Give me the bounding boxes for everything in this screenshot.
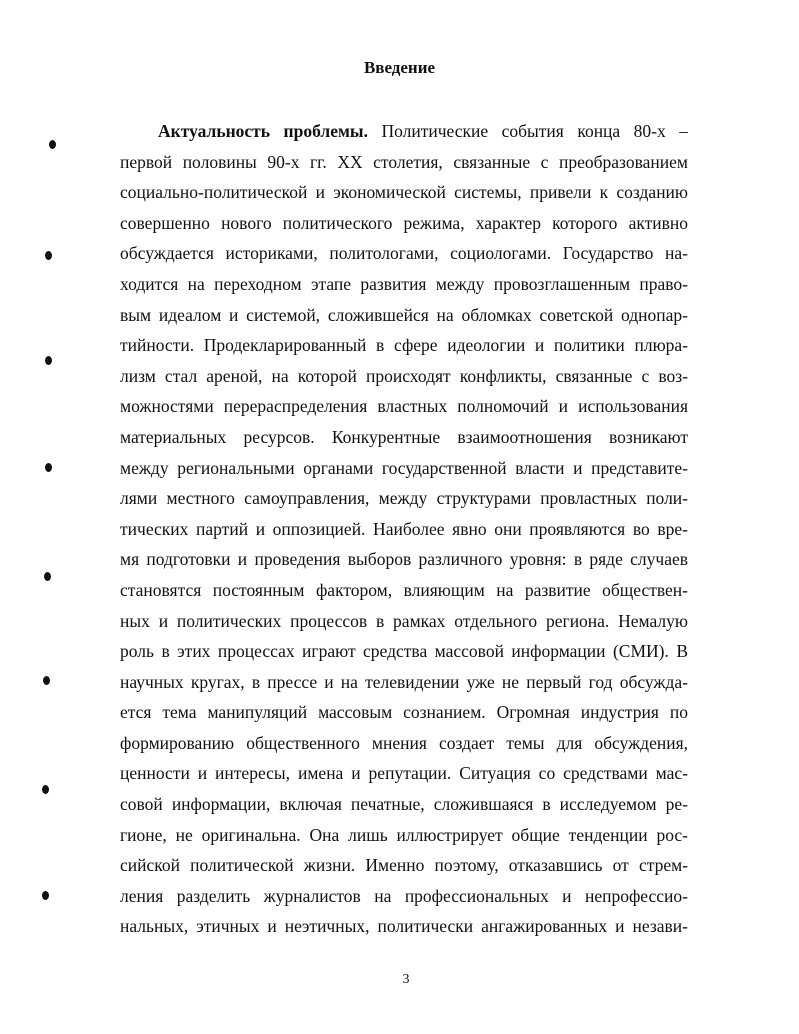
text-line: сийской политической жизни. Именно поэтому, отказавшись от стрем- (120, 855, 688, 876)
binding-hole-mark (42, 785, 49, 794)
text-line: мя подготовки и проведения выборов различного уровня: в ряде случаев (120, 549, 688, 570)
binding-hole-mark (45, 463, 52, 472)
binding-hole-mark (42, 891, 49, 900)
text-line: научных кругах, в прессе и на телевидении уже не первый год обсужда- (120, 671, 688, 692)
text-line: тических партий и оппозицией. Наиболее явно они проявляются во вре- (120, 518, 688, 539)
text-line: нальных, этичных и неэтичных, политически ангажированных и незави- (120, 916, 688, 937)
text-line: первой половины 90-х гг. XX столетия, связанные с преобразованием (120, 151, 688, 172)
text-line: вым идеалом и системой, сложившейся на обломках советской однопар- (120, 304, 688, 325)
text-line: ления разделить журналистов на профессиональных и непрофессио- (120, 885, 688, 906)
text-line: лизм стал ареной, на которой происходят конфликты, связанные с воз- (120, 365, 688, 386)
binding-hole-mark (49, 140, 56, 149)
text-line: гионе, не оригинальна. Она лишь иллюстрирует общие тенденции рос- (120, 824, 688, 845)
paragraph-lead: Актуальность проблемы. (158, 121, 368, 141)
binding-hole-mark (45, 356, 52, 365)
text-line: обсуждается историками, политологами, социологами. Государство на- (120, 243, 688, 264)
text-line: лями местного самоуправления, между структурами провластных поли- (120, 488, 688, 509)
text-line: ходится на переходном этапе развития между провозглашенным право- (120, 273, 688, 294)
text-line: совершенно нового политического режима, характер которого активно (120, 212, 688, 233)
text-line: материальных ресурсов. Конкурентные взаимоотношения возникают (120, 426, 688, 447)
line-text: Политические события конца 80-х – (367, 121, 688, 141)
binding-hole-mark (44, 572, 51, 581)
text-line: роль в этих процессах играют средства массовой информации (СМИ). В (120, 641, 688, 662)
binding-hole-mark (45, 251, 52, 260)
text-line: тийности. Продекларированный в сфере идеологии и политики плюра- (120, 335, 688, 356)
text-line: социально-политической и экономической системы, привели к созданию (120, 182, 688, 203)
text-line: ных и политических процессов в рамках отдельного региона. Немалую (120, 610, 688, 631)
binding-hole-mark (43, 676, 50, 685)
page-number: 3 (402, 972, 410, 987)
page-title: Введение (363, 58, 436, 77)
text-line: совой информации, включая печатные, сложившаяся в исследуемом ре- (120, 794, 688, 815)
text-line: между региональными органами государственной власти и представите- (120, 457, 688, 478)
text-line: становятся постоянным фактором, влияющим на развитие обществен- (120, 579, 688, 600)
text-line: можностями перераспределения властных полномочий и использования (120, 396, 688, 417)
text-line: формированию общественного мнения создает темы для обсуждения, (120, 732, 688, 753)
body-paragraph (120, 116, 688, 942)
text-line (120, 116, 688, 147)
text-line: ценности и интересы, имена и репутации. Ситуация со средствами мас- (120, 763, 688, 784)
text-line: ется тема манипуляций массовым сознанием. Огромная индустрия по (120, 702, 688, 723)
